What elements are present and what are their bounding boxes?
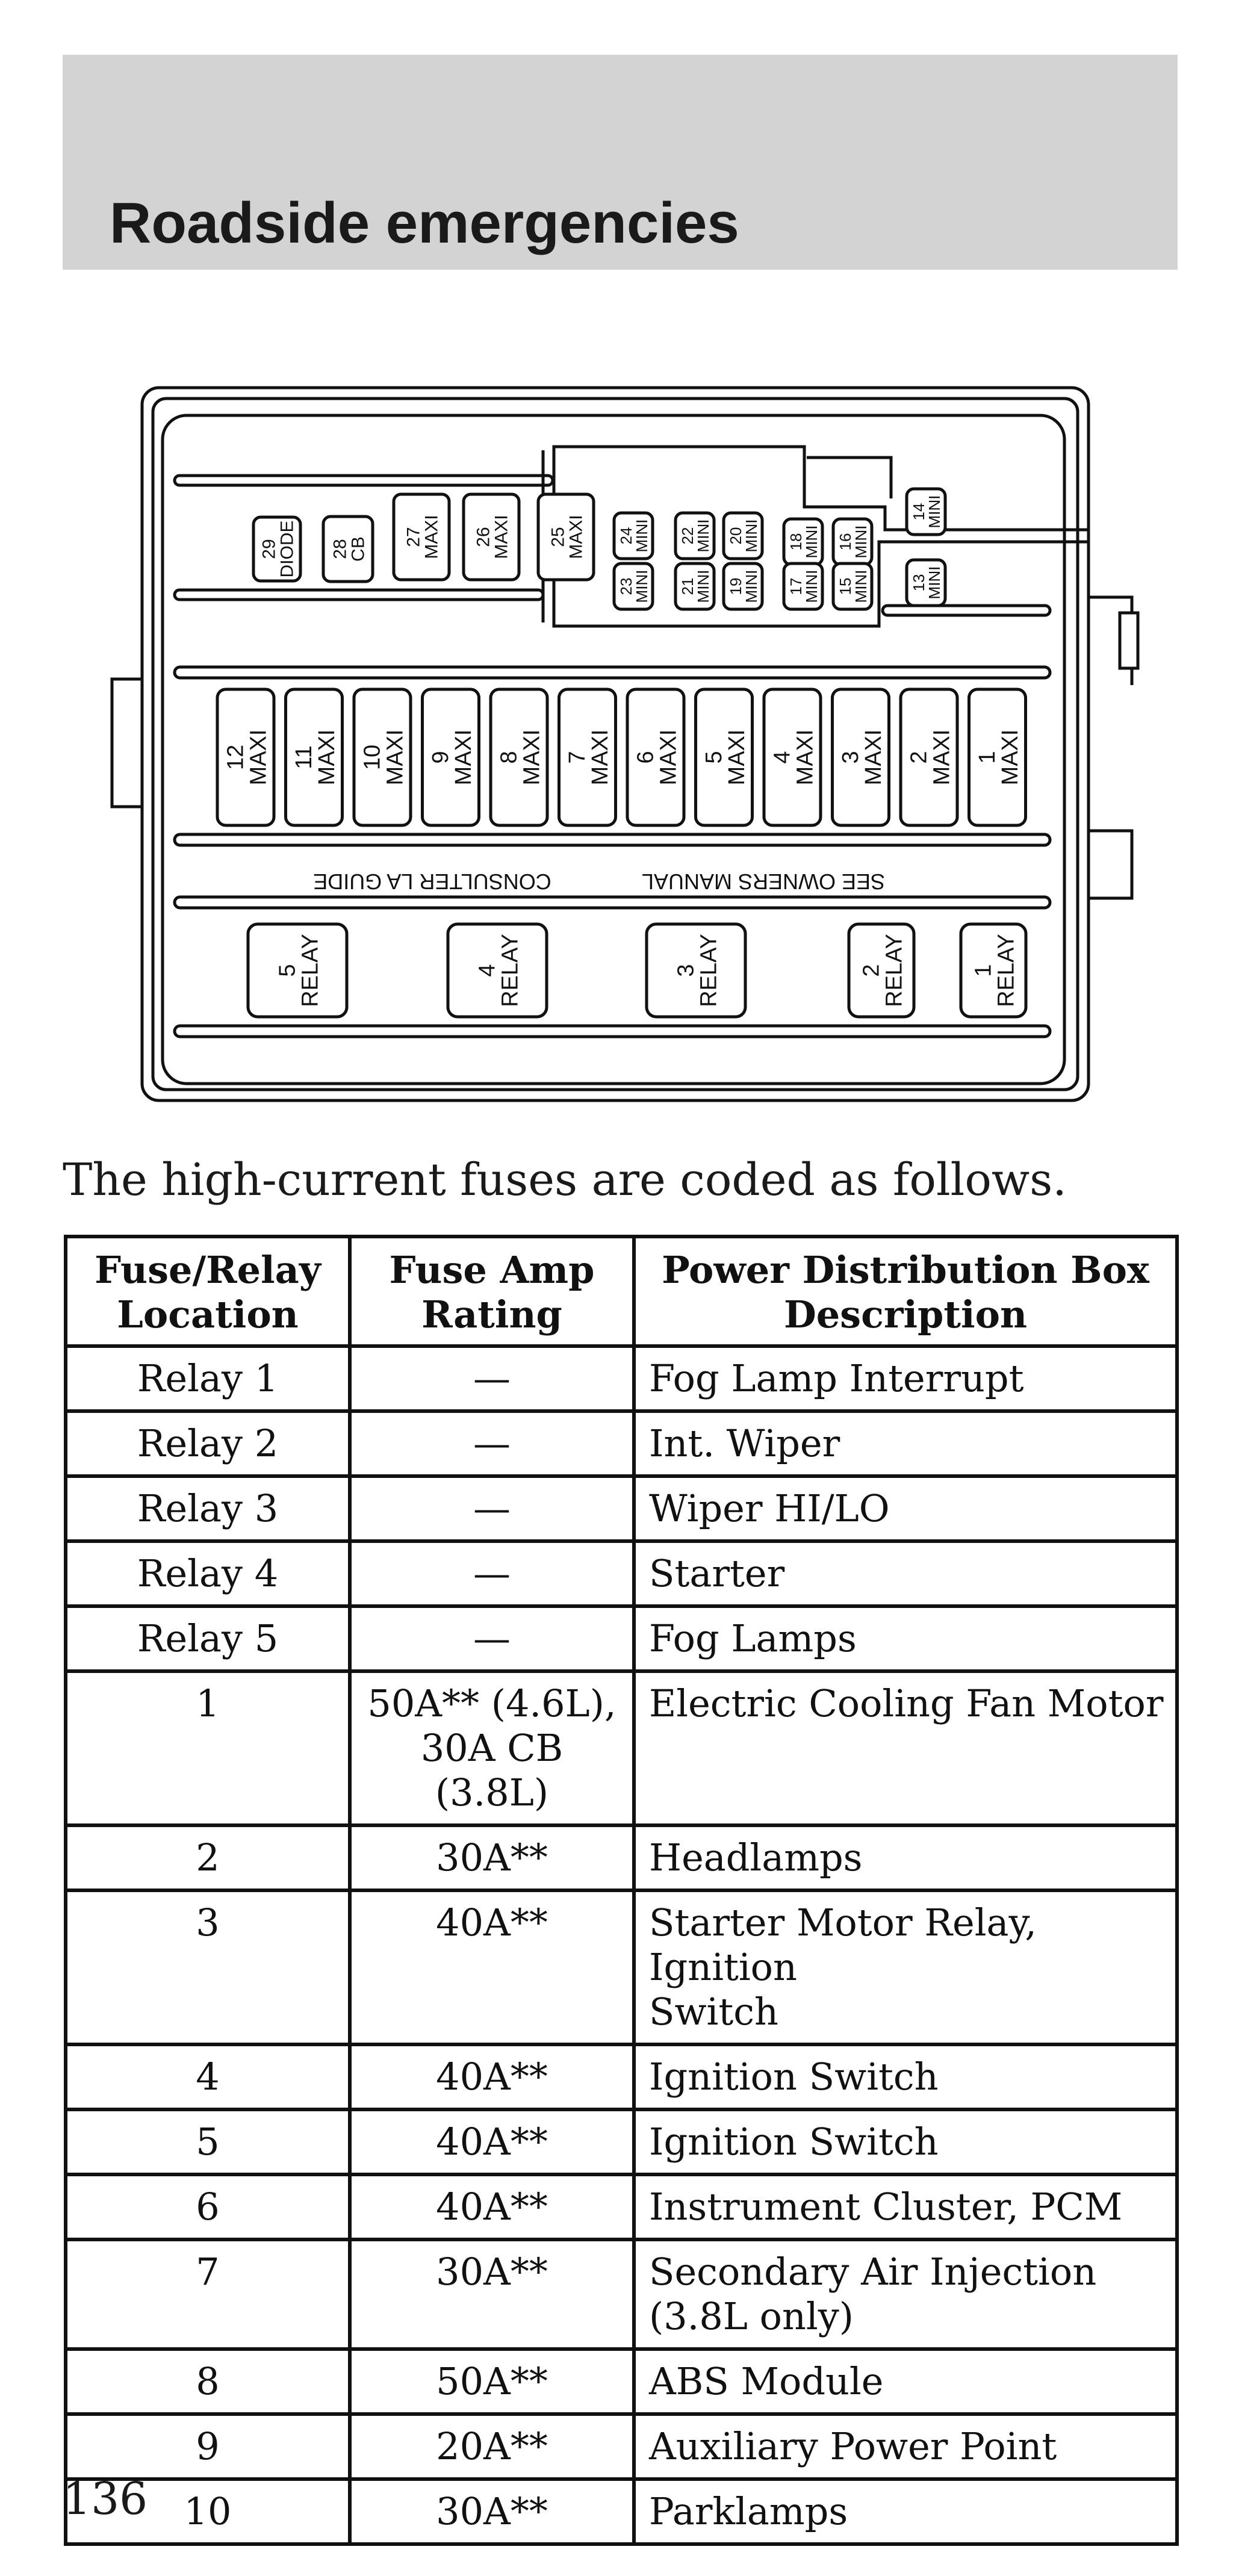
table-row bbox=[66, 1346, 1177, 1411]
cell-description: ABS Module bbox=[634, 2349, 1177, 2414]
cell-description: Instrument Cluster, PCM bbox=[634, 2174, 1177, 2239]
fuse-2 bbox=[901, 689, 957, 825]
cell-description: Electric Cooling Fan Motor bbox=[634, 1671, 1177, 1825]
fuse-27 bbox=[394, 494, 449, 580]
svg-text:17MINI: 17MINI bbox=[786, 570, 821, 603]
svg-text:8MAXI: 8MAXI bbox=[496, 729, 545, 786]
svg-text:19MINI: 19MINI bbox=[726, 570, 760, 603]
cell-rating: — bbox=[350, 1476, 634, 1541]
cell-location: 2 bbox=[66, 1825, 350, 1890]
cell-rating: 30A** bbox=[350, 2479, 634, 2544]
cell-location: 10 bbox=[66, 2479, 350, 2544]
cell-location: 3 bbox=[66, 1890, 350, 2044]
svg-text:2RELAY: 2RELAY bbox=[859, 934, 907, 1007]
cell-description: Int. Wiper bbox=[634, 1411, 1177, 1476]
cell-description: Parklamps bbox=[634, 2479, 1177, 2544]
cell-location: 5 bbox=[66, 2109, 350, 2174]
fuse-13 bbox=[907, 560, 945, 606]
cell-rating: — bbox=[350, 1411, 634, 1476]
svg-text:4RELAY: 4RELAY bbox=[474, 934, 523, 1007]
fuse-28 bbox=[323, 517, 373, 582]
svg-text:4MAXI: 4MAXI bbox=[769, 729, 818, 786]
cell-rating: 20A** bbox=[350, 2414, 634, 2479]
cell-rating: 50A** (4.6L), 30A CB (3.8L) bbox=[350, 1671, 634, 1825]
see-owners-manual-label: SEE OWNERS MANUAL bbox=[641, 869, 886, 894]
fuse-18 bbox=[784, 519, 822, 565]
cell-rating: — bbox=[350, 1606, 634, 1671]
fuse-23 bbox=[614, 563, 653, 609]
svg-text:12MAXI: 12MAXI bbox=[223, 729, 272, 786]
fuse-table bbox=[64, 1235, 1179, 2546]
intro-text: The high-current fuses are coded as follows. bbox=[63, 1154, 1067, 1206]
cell-rating: 30A** bbox=[350, 1825, 634, 1890]
cell-rating: 40A** bbox=[350, 2109, 634, 2174]
svg-text:11MAXI: 11MAXI bbox=[291, 729, 340, 786]
svg-text:23MINI: 23MINI bbox=[616, 570, 651, 603]
svg-text:1MAXI: 1MAXI bbox=[974, 729, 1023, 786]
table-row bbox=[66, 1890, 1177, 2044]
fuse-24 bbox=[614, 513, 653, 559]
cell-rating: — bbox=[350, 1346, 634, 1411]
relay-5 bbox=[248, 924, 347, 1017]
table-row bbox=[66, 2479, 1177, 2544]
cell-location: 4 bbox=[66, 2044, 350, 2109]
svg-text:2MAXI: 2MAXI bbox=[906, 729, 955, 786]
cell-description: Secondary Air Injection (3.8L only) bbox=[634, 2239, 1177, 2349]
svg-text:5MAXI: 5MAXI bbox=[701, 729, 750, 786]
fuse-26 bbox=[464, 494, 519, 580]
cell-rating: 50A** bbox=[350, 2349, 634, 2414]
fuse-1 bbox=[969, 689, 1026, 825]
cell-rating: 40A** bbox=[350, 1890, 634, 2044]
svg-text:7MAXI: 7MAXI bbox=[564, 729, 613, 786]
svg-text:3MAXI: 3MAXI bbox=[837, 729, 886, 786]
fuse-12 bbox=[217, 689, 274, 825]
table-row bbox=[66, 2414, 1177, 2479]
table-row bbox=[66, 1541, 1177, 1606]
fuse-8 bbox=[491, 689, 547, 825]
header-rating: Fuse Amp Rating bbox=[350, 1237, 634, 1346]
fuse-6 bbox=[627, 689, 684, 825]
svg-text:25MAXI: 25MAXI bbox=[548, 515, 586, 559]
fuse-14 bbox=[907, 489, 945, 535]
cell-location: 1 bbox=[66, 1671, 350, 1825]
table-row bbox=[66, 2109, 1177, 2174]
svg-text:21MINI: 21MINI bbox=[678, 570, 712, 603]
relay-3 bbox=[647, 924, 745, 1017]
fuse-15 bbox=[833, 563, 872, 609]
fuse-29 bbox=[253, 517, 300, 581]
fuse-25 bbox=[538, 494, 594, 580]
svg-text:6MAXI: 6MAXI bbox=[633, 729, 682, 786]
fuse-9 bbox=[423, 689, 479, 825]
svg-text:20MINI: 20MINI bbox=[726, 519, 760, 553]
fuse-11 bbox=[286, 689, 343, 825]
consulter-la-guide-label: CONSULTER LA GUIDE bbox=[313, 869, 551, 894]
svg-text:3RELAY: 3RELAY bbox=[673, 934, 722, 1007]
cell-rating: 40A** bbox=[350, 2044, 634, 2109]
cell-description: Headlamps bbox=[634, 1825, 1177, 1890]
svg-text:27MAXI: 27MAXI bbox=[403, 515, 442, 559]
table-row bbox=[66, 1671, 1177, 1825]
page-number: 136 bbox=[63, 2473, 148, 2525]
fuse-17 bbox=[784, 563, 822, 609]
cell-description: Starter Motor Relay, Ignition Switch bbox=[634, 1890, 1177, 2044]
cell-description: Wiper HI/LO bbox=[634, 1476, 1177, 1541]
relay-1 bbox=[961, 924, 1026, 1017]
svg-text:24MINI: 24MINI bbox=[616, 519, 651, 553]
relay-2 bbox=[849, 924, 914, 1017]
svg-text:26MAXI: 26MAXI bbox=[473, 515, 512, 559]
fuse-19 bbox=[724, 563, 762, 609]
table-row bbox=[66, 2044, 1177, 2109]
cell-location: 8 bbox=[66, 2349, 350, 2414]
header-location: Fuse/Relay Location bbox=[66, 1237, 350, 1346]
fuse-20 bbox=[724, 513, 762, 559]
fuse-21 bbox=[676, 563, 714, 609]
fuse-16 bbox=[833, 519, 872, 565]
svg-text:15MINI: 15MINI bbox=[836, 570, 870, 603]
fuse-5 bbox=[696, 689, 753, 825]
fuse-box-diagram bbox=[0, 0, 1233, 1120]
fuse-22 bbox=[676, 513, 714, 559]
svg-text:1RELAY: 1RELAY bbox=[971, 934, 1019, 1007]
cell-location: Relay 3 bbox=[66, 1476, 350, 1541]
cell-location: Relay 4 bbox=[66, 1541, 350, 1606]
cell-rating: — bbox=[350, 1541, 634, 1606]
cell-location: 9 bbox=[66, 2414, 350, 2479]
cell-location: Relay 2 bbox=[66, 1411, 350, 1476]
table-row bbox=[66, 2239, 1177, 2349]
svg-text:28CB: 28CB bbox=[330, 536, 368, 562]
svg-text:29DIODE: 29DIODE bbox=[259, 520, 297, 578]
relay-4 bbox=[448, 924, 547, 1017]
table-row bbox=[66, 1476, 1177, 1541]
svg-text:10MAXI: 10MAXI bbox=[359, 729, 408, 786]
svg-text:9MAXI: 9MAXI bbox=[427, 729, 476, 786]
table-row bbox=[66, 1411, 1177, 1476]
cell-location: Relay 5 bbox=[66, 1606, 350, 1671]
table-row bbox=[66, 1606, 1177, 1671]
svg-text:22MINI: 22MINI bbox=[678, 519, 712, 553]
svg-text:14MINI: 14MINI bbox=[909, 495, 943, 529]
cell-description: Starter bbox=[634, 1541, 1177, 1606]
cell-description: Fog Lamps bbox=[634, 1606, 1177, 1671]
svg-text:5RELAY: 5RELAY bbox=[275, 934, 323, 1007]
fuse-7 bbox=[559, 689, 616, 825]
svg-text:13MINI: 13MINI bbox=[909, 566, 943, 600]
cell-rating: 30A** bbox=[350, 2239, 634, 2349]
table-row bbox=[66, 2349, 1177, 2414]
cell-location: 7 bbox=[66, 2239, 350, 2349]
cell-rating: 40A** bbox=[350, 2174, 634, 2239]
cell-location: Relay 1 bbox=[66, 1346, 350, 1411]
cell-location: 6 bbox=[66, 2174, 350, 2239]
svg-text:16MINI: 16MINI bbox=[836, 525, 870, 559]
section-title: Roadside emergencies bbox=[110, 191, 739, 255]
cell-description: Fog Lamp Interrupt bbox=[634, 1346, 1177, 1411]
table-header-row bbox=[66, 1237, 1177, 1346]
cell-description: Auxiliary Power Point bbox=[634, 2414, 1177, 2479]
svg-text:18MINI: 18MINI bbox=[786, 525, 821, 559]
header-description: Power Distribution Box Description bbox=[634, 1237, 1177, 1346]
table-row bbox=[66, 2174, 1177, 2239]
cell-description: Ignition Switch bbox=[634, 2044, 1177, 2109]
table-row bbox=[66, 1825, 1177, 1890]
fuse-4 bbox=[764, 689, 821, 825]
cell-description: Ignition Switch bbox=[634, 2109, 1177, 2174]
fuse-10 bbox=[354, 689, 411, 825]
fuse-3 bbox=[833, 689, 889, 825]
